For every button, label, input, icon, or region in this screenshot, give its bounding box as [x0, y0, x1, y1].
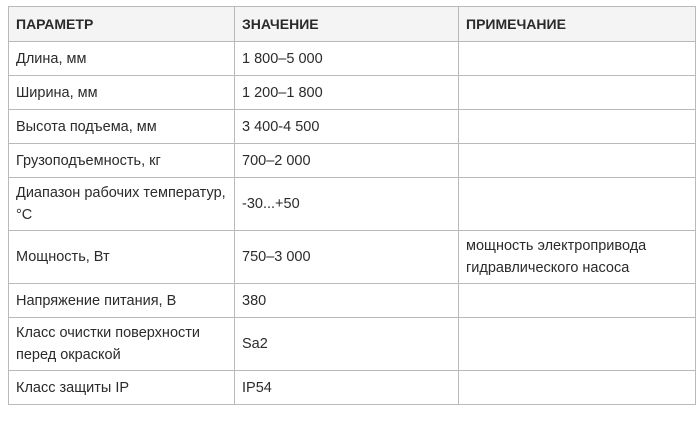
row-param: Длина, мм: [9, 42, 235, 76]
row-value: IP54: [235, 371, 459, 405]
table-row: [9, 42, 696, 76]
row-note: [459, 42, 696, 76]
row-value: -30...+50: [235, 178, 459, 231]
row-value: 3 400-4 500: [235, 110, 459, 144]
row-note: [459, 178, 696, 231]
row-note: [459, 318, 696, 371]
row-note: [459, 76, 696, 110]
header-value: ЗНАЧЕНИЕ: [235, 7, 459, 42]
table-header-row: [9, 7, 696, 42]
table-row: [9, 76, 696, 110]
row-value: 750–3 000: [235, 231, 459, 284]
row-value: 1 200–1 800: [235, 76, 459, 110]
header-param: ПАРАМЕТР: [9, 7, 235, 42]
table-row: [9, 144, 696, 178]
table-row: [9, 371, 696, 405]
row-param: Диапазон рабочих температур, °С: [9, 178, 235, 231]
row-param: Напряжение питания, В: [9, 284, 235, 318]
row-param: Класс защиты IP: [9, 371, 235, 405]
row-param: Класс очистки поверхности перед окраской: [9, 318, 235, 371]
row-note: [459, 110, 696, 144]
table-row: [9, 318, 696, 371]
row-value: 1 800–5 000: [235, 42, 459, 76]
row-param: Грузоподъемность, кг: [9, 144, 235, 178]
row-param: Ширина, мм: [9, 76, 235, 110]
table-row: [9, 110, 696, 144]
row-note: [459, 371, 696, 405]
specifications-table: [8, 6, 696, 405]
row-note: мощность электропривода гидравлического насоса: [459, 231, 696, 284]
row-note: [459, 284, 696, 318]
row-value: 700–2 000: [235, 144, 459, 178]
table-row: [9, 178, 696, 231]
row-param: Мощность, Вт: [9, 231, 235, 284]
table-row: [9, 284, 696, 318]
header-note: ПРИМЕЧАНИЕ: [459, 7, 696, 42]
row-note: [459, 144, 696, 178]
table-row: [9, 231, 696, 284]
row-value: Sa2: [235, 318, 459, 371]
row-param: Высота подъема, мм: [9, 110, 235, 144]
row-value: 380: [235, 284, 459, 318]
